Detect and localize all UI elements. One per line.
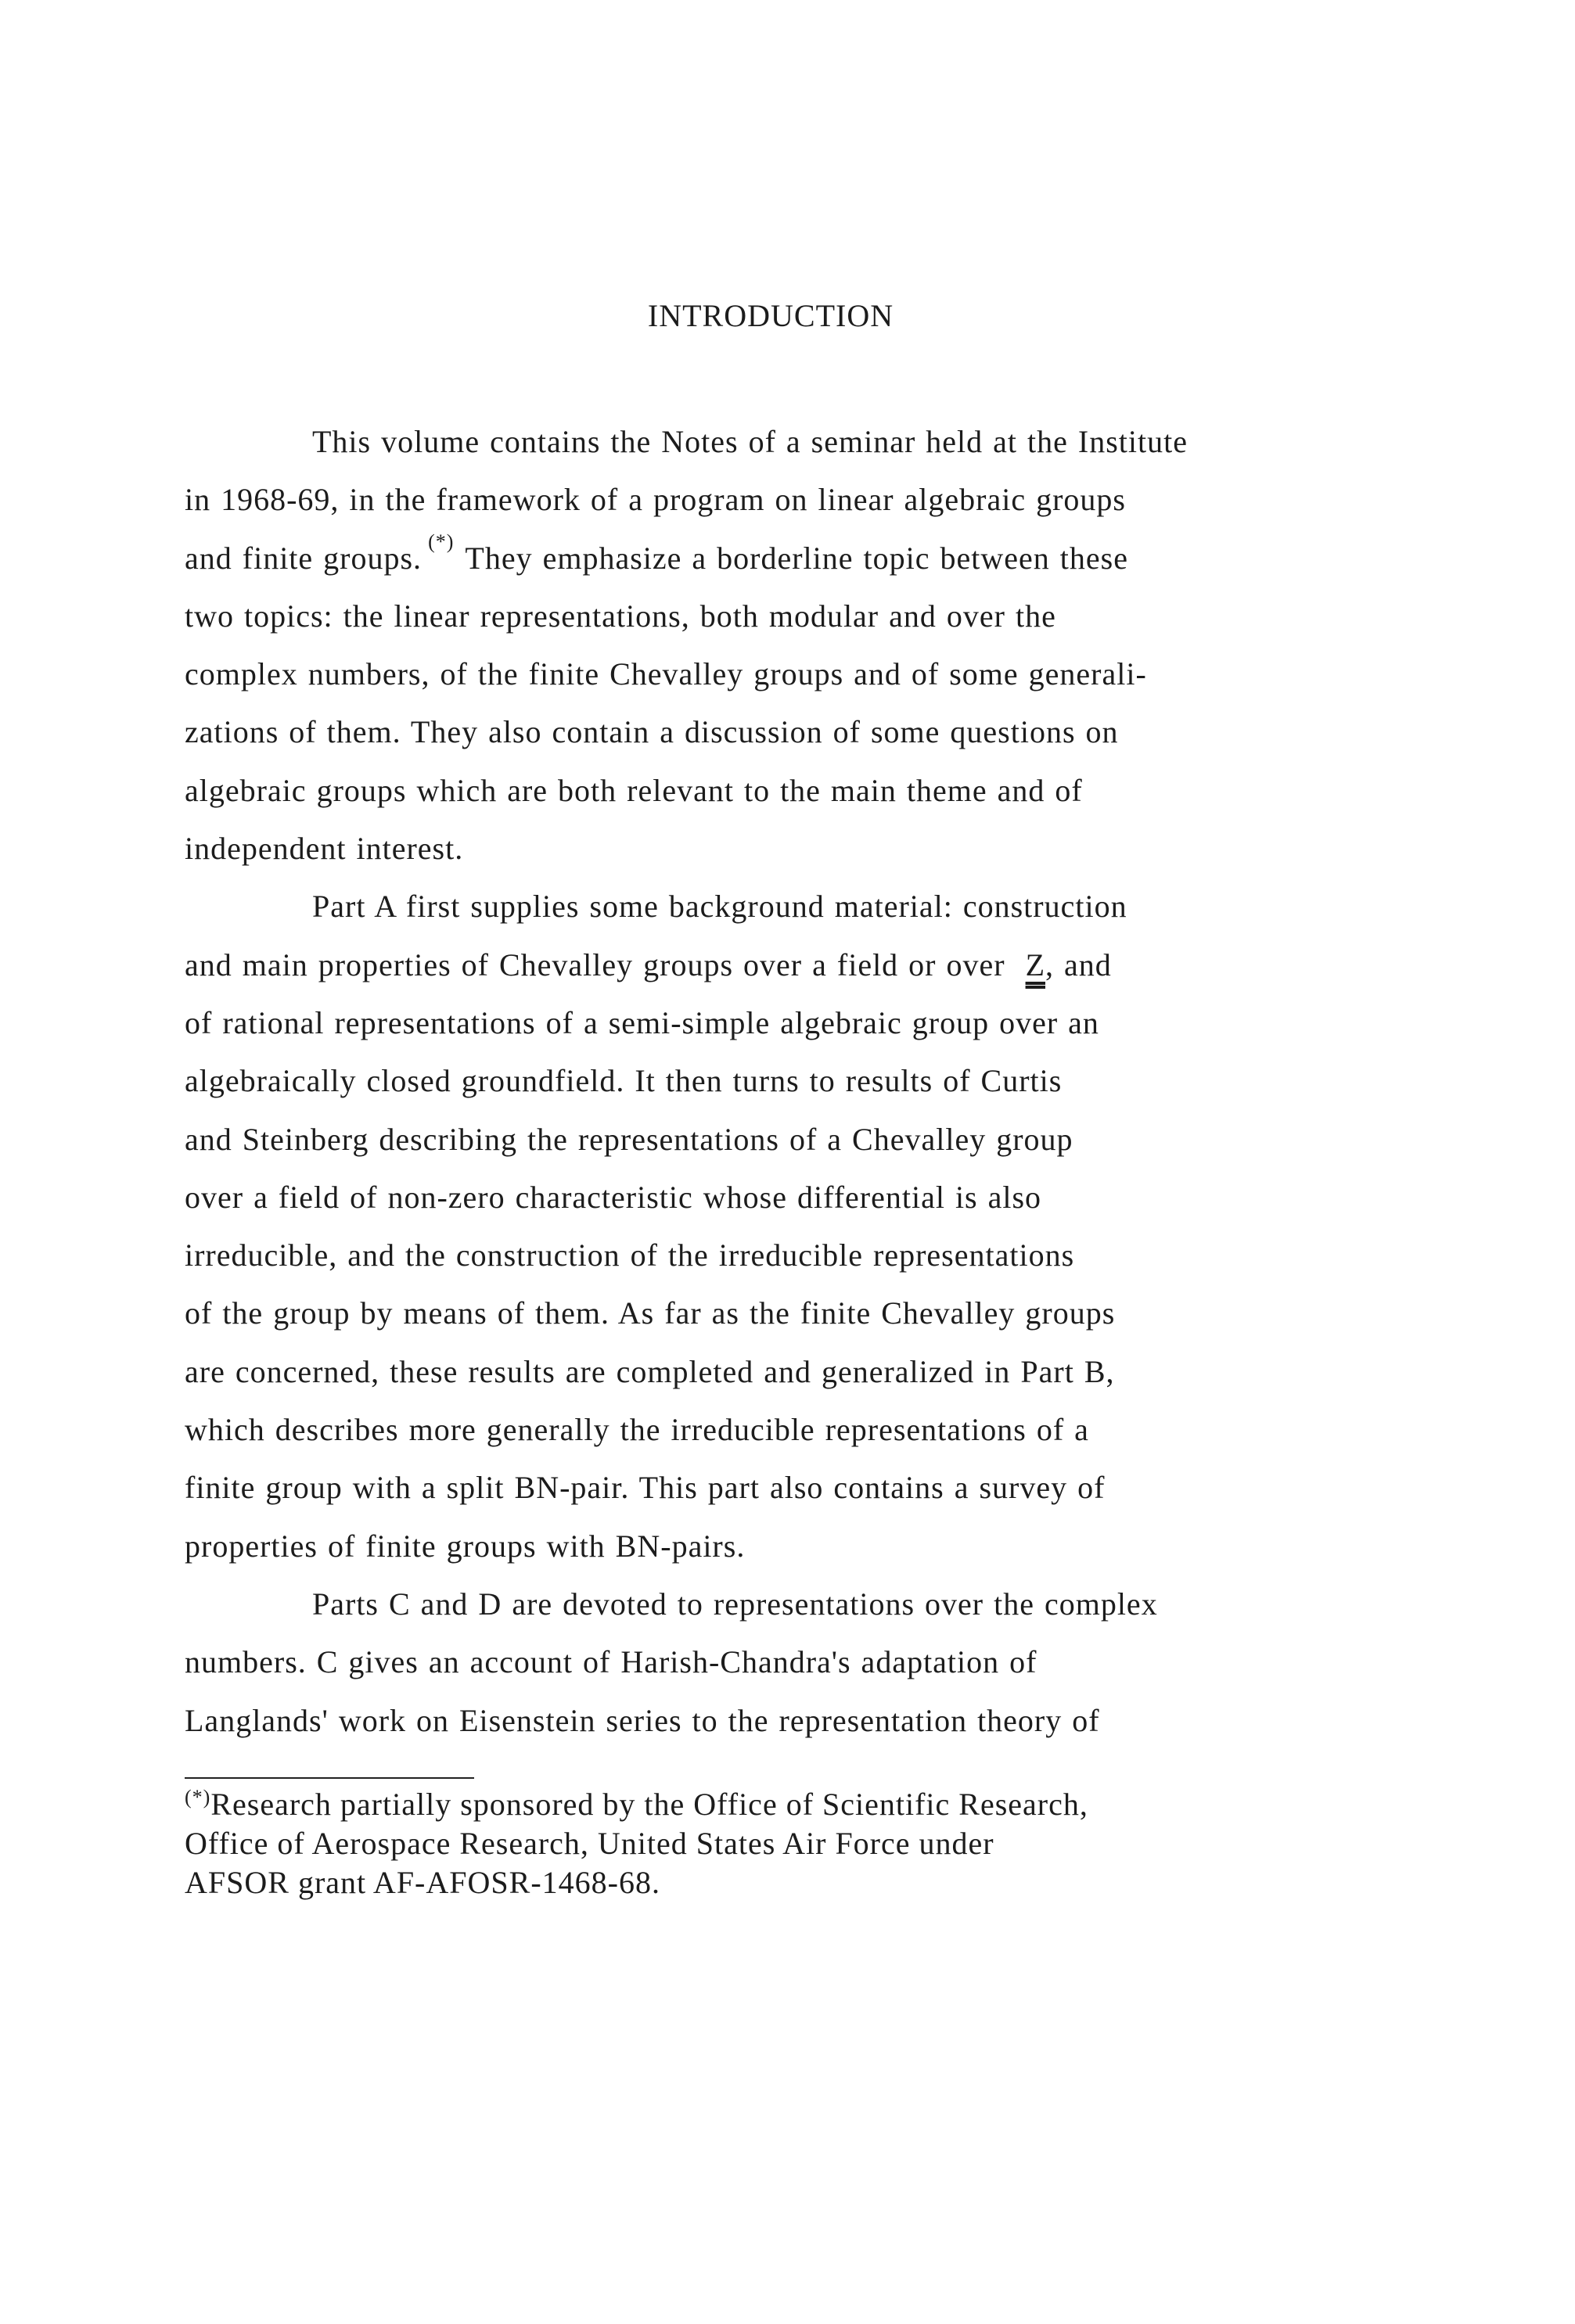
text-fragment: Research partially sponsored by the Office of Scientific Research, xyxy=(210,1787,1088,1822)
footnote-reference: (*) xyxy=(428,530,455,553)
text-line: Parts C and D are devoted to representations over the complex xyxy=(312,1586,1158,1622)
text-line: properties of finite groups with BN-pairs. xyxy=(185,1528,746,1564)
integers-symbol: Z xyxy=(1025,946,1046,982)
footnote-line: Office of Aerospace Research, United States Air Force under xyxy=(185,1826,994,1861)
text-fragment: They emphasize a borderline topic between these xyxy=(465,540,1128,576)
text-fragment: and main properties of Chevalley groups over a field or over xyxy=(185,946,1005,982)
footnote-line xyxy=(185,1785,1405,1824)
text-line: zations of them. They also contain a discussion of some questions on xyxy=(185,714,1119,750)
text-line: and Steinberg describing the representations of a Chevalley group xyxy=(185,1121,1073,1157)
text-fragment: and finite groups. xyxy=(185,540,423,576)
text-line: finite group with a split BN-pair. This part also contains a survey of xyxy=(185,1470,1106,1506)
text-line: algebraically closed groundfield. It then turns to results of Curtis xyxy=(185,1063,1063,1099)
text-line: over a field of non-zero characteristic whose differential is also xyxy=(185,1179,1042,1215)
text-line: independent interest. xyxy=(185,831,464,867)
text-line: irreducible, and the construction of the irreducible representations xyxy=(185,1237,1075,1273)
text-fragment: , and xyxy=(1045,946,1112,982)
text-line: two topics: the linear representations, both modular and over the xyxy=(185,598,1056,634)
page-title: INTRODUCTION xyxy=(647,298,894,333)
text-line: algebraic groups which are both relevant to the main theme and of xyxy=(185,772,1083,808)
body-text xyxy=(185,413,1405,1750)
text-line: in 1968-69, in the framework of a program on linear algebraic groups xyxy=(185,482,1126,518)
footnote xyxy=(185,1785,1405,1902)
text-line: which describes more generally the irreducible representations of a xyxy=(185,1412,1089,1448)
text-line: Part A first supplies some background material: construction xyxy=(312,889,1127,925)
text-line: complex numbers, of the finite Chevalley groups and of some generali- xyxy=(185,656,1147,692)
text-line: of the group by means of them. As far as the finite Chevalley groups xyxy=(185,1295,1116,1331)
footnote-mark: (*) xyxy=(185,1786,211,1809)
footnote-line: AFSOR grant AF-AFOSR-1468-68. xyxy=(185,1865,660,1900)
text-line xyxy=(185,936,1405,994)
text-line: Langlands' work on Eisenstein series to the representation theory of xyxy=(185,1702,1100,1738)
text-line: numbers. C gives an account of Harish-Chandra's adaptation of xyxy=(185,1644,1037,1680)
text-line: This volume contains the Notes of a seminar held at the Institute xyxy=(312,424,1188,459)
text-line: of rational representations of a semi-simple algebraic group over an xyxy=(185,1004,1099,1040)
text-line: are concerned, these results are completed and generalized in Part B, xyxy=(185,1353,1115,1389)
text-line xyxy=(185,530,1405,587)
footnote-divider xyxy=(185,1777,474,1779)
